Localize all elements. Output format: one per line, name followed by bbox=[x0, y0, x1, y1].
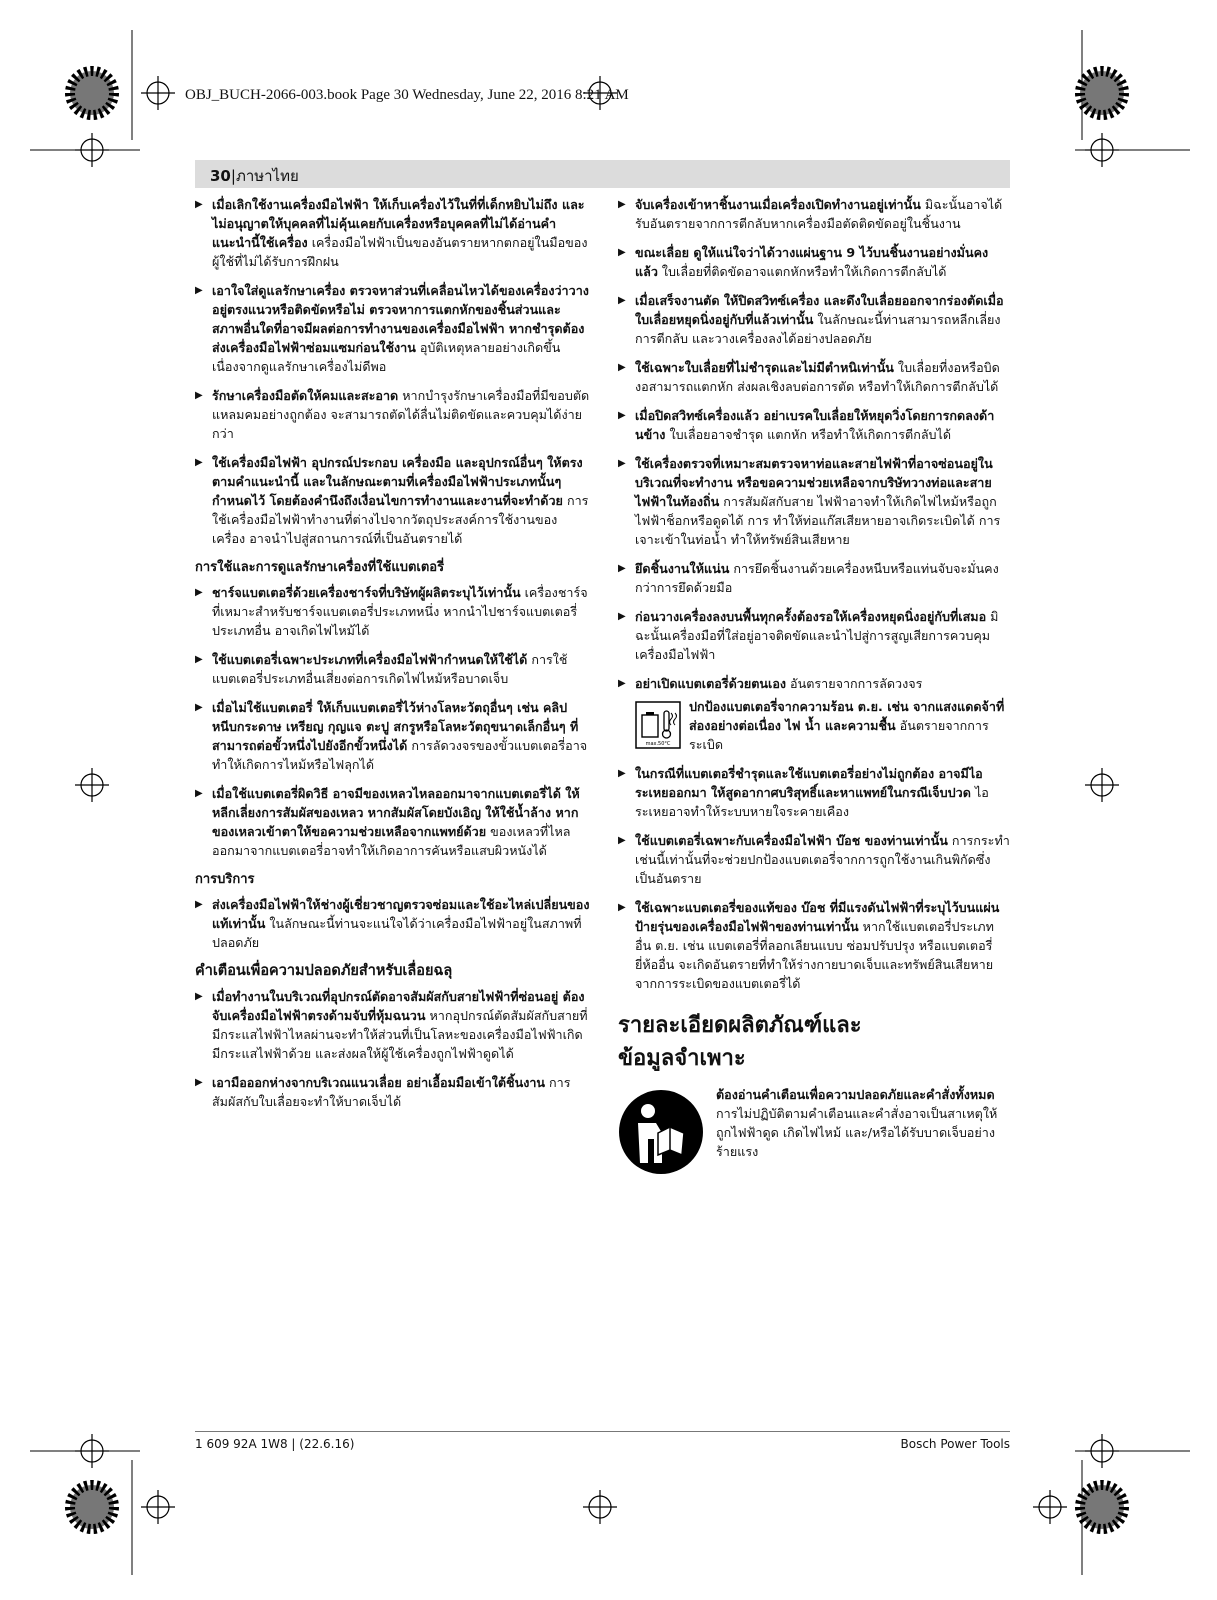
section-title bbox=[618, 1009, 1010, 1075]
list-item: ▶ อย่าเปิดแบตเตอรี่ด้วยตนเอง อันตรายจากการลัดวงจร bbox=[618, 676, 923, 691]
read-manual-icon bbox=[618, 1089, 704, 1175]
list-item: ▶ เมื่อทำงานในบริเวณที่อุปกรณ์ตัดอาจสัมผัสกับสายไฟฟ้าที่ซ่อนอยู่ ต้องจับเครื่องมือไฟฟ้าตรงด้ามจับที่หุ้มฉนวน หากอุปกรณ์ตัดสัมผัสกับสายที่มีกระแสไฟฟ้าไหลผ่านจะทำให้ส่วนที่เป็นโลหะของเครื่องมือไฟฟ้าเกิดมีกระแสไฟฟ้าด้วย และส่งผลให้ผู้ใช้เครื่องถูกไฟฟ้าดูดได้ bbox=[195, 989, 588, 1061]
icon-label: max.50°C bbox=[645, 741, 671, 747]
list-item: ▶ ก่อนวางเครื่องลงบนพื้นทุกครั้งต้องรอให้เครื่องหยุดนิ่งอยู่กับที่เสมอ มิฉะนั้นเครื่องมือที่ใส่อยู่อาจติดขัดและนำไปสู่การสูญเสียการควบคุมเครื่องมือไฟฟ้า bbox=[618, 609, 999, 662]
list-item: ▶ ในกรณีที่แบตเตอรี่ชำรุดและใช้แบตเตอรี่อย่างไม่ถูกต้อง อาจมีไอระเหยออกมา ให้สูดอากาศบริสุทธิ์และหาแพทย์ในกรณีเจ็บปวด ไอระเหยอาจทำให้ระบบหายใจระคายเคือง bbox=[618, 766, 989, 819]
list-item: ▶ รักษาเครื่องมือตัดให้คมและสะอาด หากบำรุงรักษาเครื่องมือที่มีขอบตัดแหลมคมอย่างถูกต้อง จะสามารถตัดได้ลื่นไม่ติดขัดและควบคุมได้ง่ายกว่า bbox=[195, 388, 590, 441]
section-heading: คำเตือนเพื่อความปลอดภัยสำหรับเลื่อยฉลุ bbox=[195, 963, 453, 979]
list-item: ▶ ส่งเครื่องมือไฟฟ้าให้ช่างผู้เชี่ยวชาญตรวจซ่อมและใช้อะไหล่เปลี่ยนของแท้เท่านั้น ในลักษณะนี้ท่านจะแน่ใจได้ว่าเครื่องมือไฟฟ้าอยู่ในสภาพที่ปลอดภัย bbox=[195, 897, 590, 950]
list-item: ▶ ใช้เฉพาะแบตเตอรี่ของแท้ของ บ๊อช ที่มีแรงดันไฟฟ้าที่ระบุไว้บนแผ่นป้ายรุ่นของเครื่องมือไฟฟ้าของท่านเท่านั้น หากใช้แบตเตอรี่ประเภทอื่น ต.ย. เช่น แบตเตอรี่ที่ลอกเลียนแบบ ซ่อมปรับปรุง หรือแบตเตอรี่ยี่ห้ออื่น จะเกิดอันตรายที่ทำให้ร่างกายบาดเจ็บและทรัพย์สินเสียหายจากการระเบิดของแบตเตอรี่ได้ bbox=[618, 900, 1000, 991]
list-item: ▶ จับเครื่องเข้าหาชิ้นงานเมื่อเครื่องเปิดทำงานอยู่เท่านั้น มิฉะนั้นอาจได้รับอันตรายจากการตีกลับหากเครื่องมือตัดติดขัดอยู่ในชิ้นงาน bbox=[618, 197, 1003, 231]
footer-divider bbox=[195, 1431, 1010, 1432]
battery-heat-icon bbox=[635, 701, 681, 749]
right-column bbox=[618, 195, 1010, 1175]
list-item: ▶ เมื่อเลิกใช้งานเครื่องมือไฟฟ้า ให้เก็บเครื่องไว้ในที่ที่เด็กหยิบไม่ถึง และไม่อนุญาตให้บุคคลที่ไม่คุ้นเคยกับเครื่องหรือบุคคลที่ไม่ได้อ่านคำแนะนำนี้ใช้เครื่อง เครื่องมือไฟฟ้าเป็นของอันตรายหากตกอยู่ในมือของผู้ใช้ที่ไม่ได้รับการฝึกฝน bbox=[195, 197, 588, 269]
list-item: ▶ ใช้แบตเตอรี่เฉพาะประเภทที่เครื่องมือไฟฟ้ากำหนดให้ใช้ได้ การใช้แบตเตอรี่ประเภทอื่นเสี่ยงต่อการเกิดไฟไหม้หรือบาดเจ็บ bbox=[195, 652, 568, 686]
list-item: ▶ ขณะเลื่อย ดูให้แน่ใจว่าได้วางแผ่นฐาน 9 ไว้บนชิ้นงานอย่างมั่นคงแล้ว ใบเลื่อยที่ติดขัดอาจแตกหักหรือทำให้เกิดการตีกลับได้ bbox=[618, 245, 989, 279]
list-item: ▶ ชาร์จแบตเตอรี่ด้วยเครื่องชาร์จที่บริษัทผู้ผลิตระบุไว้เท่านั้น เครื่องชาร์จที่เหมาะสำหรับชาร์จแบตเตอรี่ประเภทหนึ่ง หากนำไปชาร์จแบตเตอรี่ประเภทอื่น อาจเกิดไฟไหม้ได้ bbox=[195, 585, 588, 638]
header-bar bbox=[195, 160, 1010, 188]
list-item: ▶ เมื่อเสร็จงานตัด ให้ปิดสวิทซ์เครื่อง และดึงใบเลื่อยออกจากร่องตัดเมื่อใบเลื่อยหยุดนิ่งอยู่กับที่แล้วเท่านั้น ในลักษณะนี้ท่านสามารถหลีกเลี่ยงการตีกลับ และวางเครื่องลงได้อย่างปลอดภัย bbox=[618, 293, 1004, 346]
list-item: ▶ เอาใจใส่ดูแลรักษาเครื่อง ตรวจหาส่วนที่เคลื่อนไหวได้ของเครื่องว่าวางอยู่ตรงแนวหรือติดขัดหรือไม่ ตรวจหาการแตกหักของชิ้นส่วนและสภาพอื่นใดที่อาจมีผลต่อการทำงานของเครื่องมือไฟฟ้า หากชำรุดต้องส่งเครื่องมือไฟฟ้าซ่อมแซมก่อนใช้งาน อุบัติเหตุหลายอย่างเกิดขึ้นเนื่องจากดูแลรักษาเครื่องไม่ดีพอ bbox=[195, 283, 589, 374]
header-separator: | bbox=[230, 167, 236, 185]
book-info-line: OBJ_BUCH-2066-003.book Page 30 Wednesday, June 22, 2016 8:21 AM bbox=[185, 87, 629, 103]
list-item: ▶ ใช้แบตเตอรี่เฉพาะกับเครื่องมือไฟฟ้า บ๊อช ของท่านเท่านั้น การกระทำเช่นนี้เท่านั้นที่จะช่วยปกป้องแบตเตอรี่จากการถูกใช้งานเกินพิกัดซึ่งเป็นอันตราย bbox=[618, 833, 1010, 886]
footer-doc-number: 1 609 92A 1W8 | (22.6.16) bbox=[195, 1437, 355, 1451]
list-item: ▶ เมื่อใช้แบตเตอรี่ผิดวิธี อาจมีของเหลวไหลออกมาจากแบตเตอรี่ได้ ให้หลีกเลี่ยงการสัมผัสของเหลว หากสัมผัสโดยบังเอิญ ให้ใช้น้ำล้าง หากของเหลวเข้าตาให้ขอความช่วยเหลือจากแพทย์ด้วย ของเหลวที่ไหลออกมาจากแบตเตอรี่อาจทำให้เกิดอาการคันหรือแสบผิวหนังได้ bbox=[195, 786, 580, 858]
list-item: ▶ เมื่อไม่ใช้แบตเตอรี่ ให้เก็บแบตเตอรี่ไว้ห่างโลหะวัตถุอื่นๆ เช่น คลิปหนีบกระดาษ เหรียญ กุญแจ ตะปู สกรูหรือโลหะวัตถุขนาดเล็กอื่นๆ ที่สามารถต่อขั้วหนึ่งไปยังอีกขั้วหนึ่งได้ การลัดวงจรของขั้วแบตเตอรี่อาจทำให้เกิดการไหม้หรือไฟลุกได้ bbox=[195, 700, 588, 772]
page-number: 30 bbox=[210, 167, 231, 185]
header-language: ภาษาไทย bbox=[235, 167, 299, 185]
section-heading: การบริการ bbox=[195, 872, 255, 887]
section-title-line: รายละเอียดผลิตภัณฑ์และ bbox=[618, 1013, 862, 1038]
manual-warning bbox=[618, 1085, 1010, 1175]
section-title-line: ข้อมูลจำเพาะ bbox=[618, 1046, 746, 1071]
list-item: ▶ ใช้เฉพาะใบเลื่อยที่ไม่ชำรุดและไม่มีตำหนิเท่านั้น ใบเลื่อยที่งอหรือบิดงอสามารถแตกหัก ส่งผลเชิงลบต่อการตัด หรือทำให้เกิดการตีกลับได้ bbox=[618, 360, 1000, 394]
heat-warning-text: ปกป้องแบตเตอรี่จากความร้อน ต.ย. เช่น จากแสงแดดจ้าที่ส่องอย่างต่อเนื่อง ไฟ น้ำ และความชื้น อันตรายจากการระเบิด bbox=[689, 699, 1005, 752]
list-item: ▶ ใช้เครื่องมือไฟฟ้า อุปกรณ์ประกอบ เครื่องมือ และอุปกรณ์อื่นๆ ให้ตรงตามคำแนะนำนี้ และในลักษณะตามที่เครื่องมือไฟฟ้าประเภทนั้นๆ กำหนดไว้ โดยต้องคำนึงถึงเงื่อนไขการทำงานและงานที่จะทำด้วย การใช้เครื่องมือไฟฟ้าทำงานที่ต่างไปจากวัตถุประสงค์การใช้งานของเครื่อง อาจนำไปสู่สถานการณ์ที่เป็นอันตรายได้ bbox=[195, 455, 589, 546]
list-item: ▶ เอามือออกห่างจากบริเวณแนวเลื่อย อย่าเอื้อมมือเข้าใต้ชิ้นงาน การสัมผัสกับใบเลื่อยจะทำให้บาดเจ็บได้ bbox=[195, 1075, 571, 1109]
list-item: ▶ ยึดชิ้นงานให้แน่น การยึดชิ้นงานด้วยเครื่องหนีบหรือแท่นจับจะมั่นคงกว่าการยึดด้วยมือ bbox=[618, 561, 999, 595]
footer-brand: Bosch Power Tools bbox=[900, 1437, 1010, 1451]
list-item: ▶ ใช้เครื่องตรวจที่เหมาะสมตรวจหาท่อและสายไฟฟ้าที่อาจซ่อนอยู่ในบริเวณที่จะทำงาน หรือขอความช่วยเหลือจากบริษัทวางท่อและสายไฟฟ้าในท้องถิ่น การสัมผัสกับสาย ไฟฟ้าอาจทำให้เกิดไฟไหม้หรือถูกไฟฟ้าช็อกหรือดูดได้ การ ทำให้ท่อแก๊สเสียหายอาจเกิดระเบิดได้ การเจาะเข้าในท่อน้ำ ทำให้ทรัพย์สินเสียหาย bbox=[618, 456, 1001, 547]
manual-warning-text: ต้องอ่านคำเตือนเพื่อความปลอดภัยและคำสั่งทั้งหมด การไม่ปฏิบัติตามคำเตือนและคำสั่งอาจเป็นสาเหตุให้ถูกไฟฟ้าดูด เกิดไฟไหม้ และ/หรือได้รับบาดเจ็บอย่างร้ายแรง bbox=[716, 1087, 998, 1159]
heat-warning bbox=[618, 697, 1010, 754]
section-heading: การใช้และการดูแลรักษาเครื่องที่ใช้แบตเตอรี่ bbox=[195, 560, 445, 575]
left-column bbox=[195, 195, 590, 1121]
page-header bbox=[210, 164, 299, 188]
list-item: ▶ เมื่อปิดสวิทซ์เครื่องแล้ว อย่าเบรคใบเลื่อยให้หยุดวิ่งโดยการกดลงด้านข้าง ใบเลื่อยอาจชำรุด แตกหัก หรือทำให้เกิดการตีกลับได้ bbox=[618, 408, 995, 442]
